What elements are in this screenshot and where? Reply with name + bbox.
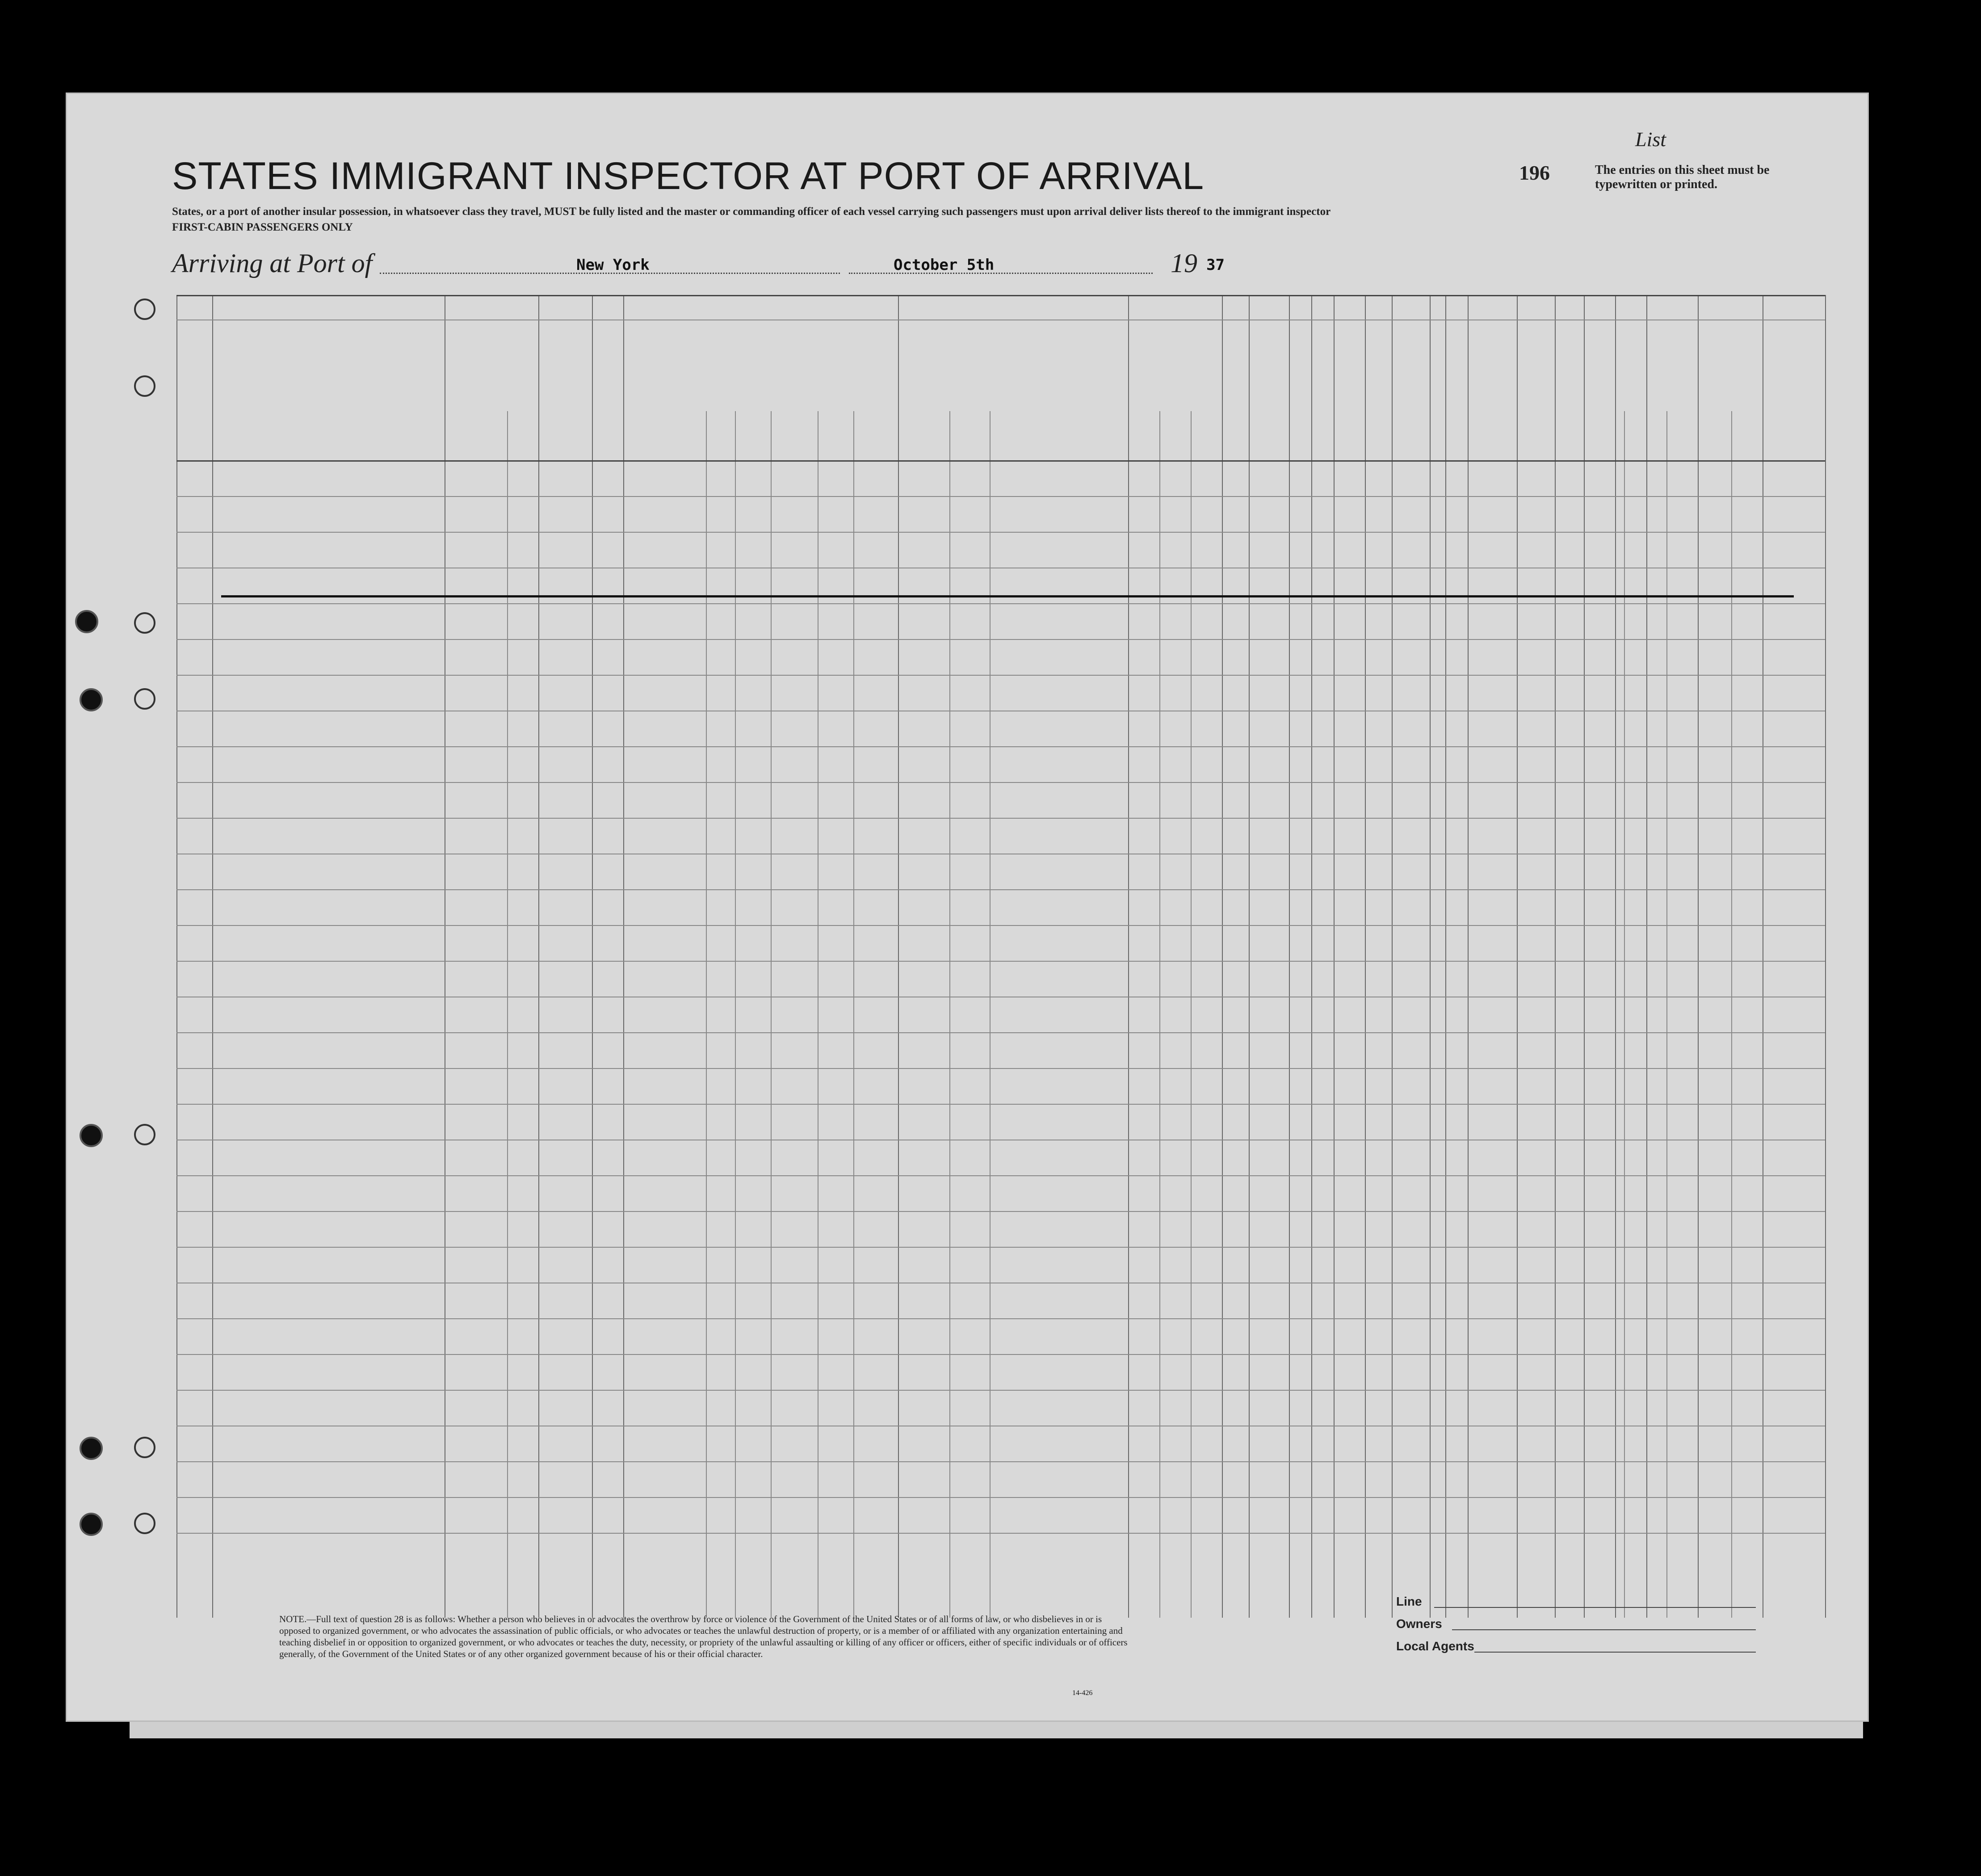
row-rule xyxy=(176,1318,1825,1319)
column-divider xyxy=(1392,295,1393,1618)
row-rule xyxy=(176,603,1825,604)
punch-ring xyxy=(134,299,155,320)
row-rule xyxy=(176,746,1825,747)
subcolumn-divider xyxy=(853,411,854,1618)
column-divider xyxy=(1698,295,1699,1618)
page-title: STATES IMMIGRANT INSPECTOR AT PORT OF ARRIVAL xyxy=(172,155,1205,198)
owners-rule xyxy=(1452,1629,1756,1630)
binder-hole xyxy=(80,1437,103,1460)
column-divider xyxy=(1555,295,1556,1618)
subcolumn-divider xyxy=(771,411,772,1618)
column-divider xyxy=(592,295,593,1618)
row-rule xyxy=(176,1104,1825,1105)
row-rule xyxy=(176,782,1825,783)
header-rule xyxy=(176,295,1825,296)
subcolumn-divider xyxy=(1624,411,1625,1618)
subcolumn-divider xyxy=(1666,411,1667,1618)
row-rule xyxy=(176,1533,1825,1534)
binder-hole xyxy=(80,688,103,711)
year-prefix: 19 xyxy=(1171,248,1197,278)
owners-label: Owners xyxy=(1396,1617,1442,1631)
column-divider xyxy=(1825,295,1826,1618)
column-divider xyxy=(1445,295,1446,1618)
column-divider xyxy=(1222,295,1223,1618)
column-divider xyxy=(1584,295,1585,1618)
row-rule xyxy=(176,1211,1825,1212)
date-value: October 5th xyxy=(894,256,995,274)
punch-ring xyxy=(134,1437,155,1458)
column-divider xyxy=(1334,295,1335,1618)
row-rule xyxy=(176,1354,1825,1355)
local-agents-label: Local Agents xyxy=(1396,1639,1474,1653)
row-rule xyxy=(176,675,1825,676)
column-divider xyxy=(538,295,539,1618)
footnote: NOTE.—Full text of question 28 is as follows: Whether a person who believes in or advocates the overthrow by force or violence of the Government of the United States or of all forms of law, or who disbelieves in or is opposed to organized government, or who advocates the assassination of public officials, or who advocates or teaches the unlawful destruction of property, or is a member of or affiliated with any organization entertaining and teaching disbelief in or opposition to organized government, or who advocates or teaches the duty, necessity, or propriety of the unlawful assaulting or killing of any officer or officers, either of specific individuals or of officers generally, of the Government of the United States or of any other organized government because of his or their official character. xyxy=(279,1614,1128,1659)
column-divider xyxy=(1289,295,1290,1618)
punch-ring xyxy=(134,375,155,397)
column-divider xyxy=(212,295,213,1618)
line-label: Line xyxy=(1396,1594,1422,1608)
column-divider xyxy=(898,295,899,1618)
row-rule xyxy=(176,961,1825,962)
row-rule xyxy=(176,1032,1825,1033)
row-rule xyxy=(176,1390,1825,1391)
binder-hole xyxy=(80,1513,103,1536)
row-rule xyxy=(176,532,1825,533)
subcolumn-divider xyxy=(735,411,736,1618)
list-label: List xyxy=(1635,128,1666,151)
row-rule xyxy=(176,889,1825,890)
punch-ring xyxy=(134,1513,155,1534)
subcolumn-divider xyxy=(1191,411,1192,1618)
column-divider xyxy=(176,295,177,1618)
column-divider xyxy=(1468,295,1469,1618)
row-rule xyxy=(176,639,1825,640)
year-value: 37 xyxy=(1206,256,1225,274)
row-rule xyxy=(176,1247,1825,1248)
subcolumn-divider xyxy=(949,411,950,1618)
line-rule xyxy=(1434,1607,1756,1608)
binder-hole xyxy=(80,1124,103,1147)
column-divider xyxy=(1646,295,1647,1618)
subcolumn-divider xyxy=(1159,411,1160,1618)
header-rule xyxy=(176,460,1825,462)
subcolumn-divider xyxy=(1731,411,1732,1618)
row-rule xyxy=(176,818,1825,819)
form-code: 14-426 xyxy=(1072,1689,1093,1697)
column-divider xyxy=(623,295,624,1618)
column-divider xyxy=(1517,295,1518,1618)
column-divider xyxy=(1249,295,1250,1618)
entries-note: The entries on this sheet must be typewritten or printed. xyxy=(1595,163,1770,191)
row-rule xyxy=(176,1497,1825,1498)
port-value: New York xyxy=(576,256,650,274)
column-divider xyxy=(1365,295,1366,1618)
row-rule xyxy=(176,925,1825,926)
column-divider xyxy=(1128,295,1129,1618)
manifest-table xyxy=(176,295,1825,1618)
agents-rule xyxy=(1474,1652,1756,1653)
subcolumn-divider xyxy=(507,411,508,1618)
column-divider xyxy=(1430,295,1431,1618)
subcolumn-divider xyxy=(706,411,707,1618)
arriving-label: Arriving at Port of xyxy=(172,248,373,278)
binder-hole xyxy=(75,610,98,633)
row-rule xyxy=(176,496,1825,497)
instruction-line: States, or a port of another insular possession, in whatsoever class they travel, MUST be fully listed and the master or commanding officer of each vessel carrying such passengers must upon arrival deliver lists thereof to the immigrant inspector xyxy=(172,206,1331,218)
cancel-strike xyxy=(221,595,1794,597)
punch-ring xyxy=(134,688,155,710)
row-rule xyxy=(176,1068,1825,1069)
class-line: FIRST-CABIN PASSENGERS ONLY xyxy=(172,221,353,233)
column-divider xyxy=(1311,295,1312,1618)
row-rule xyxy=(176,1461,1825,1462)
column-divider xyxy=(1615,295,1616,1618)
row-rule xyxy=(176,1175,1825,1176)
list-number: 196 xyxy=(1519,161,1550,184)
punch-ring xyxy=(134,1124,155,1145)
punch-ring xyxy=(134,612,155,634)
